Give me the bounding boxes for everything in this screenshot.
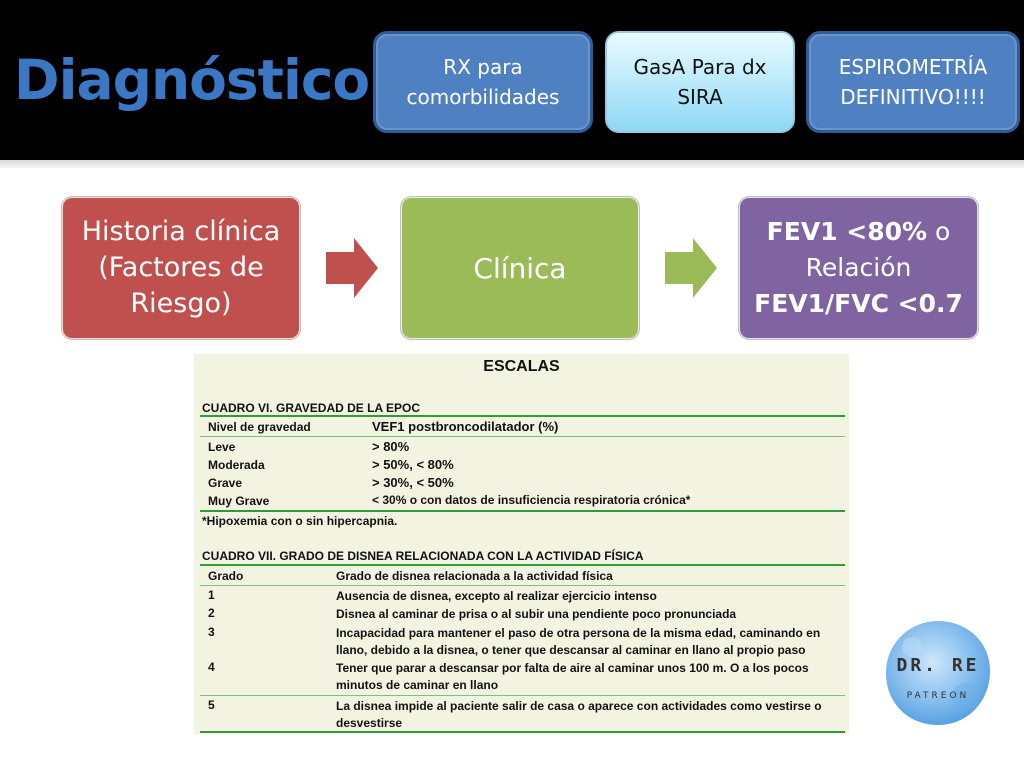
divider — [200, 510, 845, 512]
cuadro6-caption: CUADRO VI. GRAVEDAD DE LA EPOC — [202, 401, 421, 415]
cuadro7-row-3-desc: Incapacidad para mantener el paso de otra persona de la misma edad, caminando en llano, debido a la disnea, o tener que descansar al caminar en llano al propio paso — [336, 626, 821, 657]
flow-box-clinica — [401, 197, 639, 339]
cuadro7-row-1-grade: 1 — [208, 588, 215, 602]
cuadro6-row-3-level: Grave — [208, 476, 243, 490]
pill-rx-line2: comorbilidades — [406, 85, 560, 109]
cuadro7-row-3-grade: 3 — [208, 625, 215, 639]
fev1-bold3: FEV1/FVC <0.7 — [754, 289, 963, 318]
cuadro7-row-2-desc: Disnea al caminar de prisa o al subir una pendiente poco pronunciada — [336, 607, 737, 621]
cuadro6-row-4-level: Muy Grave — [208, 494, 270, 508]
cuadro7-row-1-desc: Ausencia de disnea, excepto al realizar ejercicio intenso — [336, 589, 657, 603]
cuadro6-row-3-value: > 30%, < 50% — [372, 475, 454, 490]
cuadro6-row-1-value: > 80% — [372, 439, 410, 454]
cuadro7-header-1: Grado — [208, 569, 244, 583]
divider — [200, 695, 845, 696]
pill-gasa — [605, 31, 795, 133]
cuadro7-row-2-grade: 2 — [208, 606, 215, 620]
clinica-label: Clínica — [473, 251, 567, 285]
pill-gasa-line2: SIRA — [677, 85, 723, 109]
cuadro6-row-1-level: Leve — [208, 440, 236, 454]
pill-rx-line1: RX para — [443, 55, 523, 79]
flow-box-fev1 — [739, 197, 978, 339]
arrow-right-icon — [326, 238, 378, 298]
cuadro6-row-2-value: > 50%, < 80% — [372, 457, 454, 472]
scales-table-image — [194, 354, 849, 734]
cuadro7-row-4-grade: 4 — [208, 660, 215, 674]
cuadro7-row-5-desc: La disnea impide al paciente salir de casa o aparece con actividades como vestirse o desvestirse — [336, 699, 822, 730]
scales-title: ESCALAS — [483, 358, 560, 375]
flow-box-historia — [62, 197, 300, 339]
page-title: Diagnóstico — [14, 48, 370, 112]
cuadro7-header-2: Grado de disnea relacionada a la actividad física — [336, 569, 613, 583]
historia-line1: Historia clínica — [81, 216, 281, 247]
divider — [200, 415, 845, 417]
cuadro7-row-5-grade: 5 — [208, 698, 215, 712]
cuadro6-header-2: VEF1 postbroncodilatador (%) — [372, 419, 559, 434]
historia-line3: Riesgo) — [130, 288, 232, 319]
logo-name: DR. RE — [896, 655, 980, 676]
divider — [200, 564, 845, 566]
fev1-line2: Relación — [805, 253, 912, 282]
pill-rx — [373, 31, 593, 133]
pill-gasa-line1: GasA Para dx — [633, 55, 767, 79]
header-divider — [0, 160, 1024, 168]
divider — [200, 731, 845, 733]
pill-espirometria-line1: ESPIROMETRÍA — [838, 55, 988, 79]
pill-espirometria-line2: DEFINITIVO!!!! — [840, 85, 986, 109]
divider — [200, 436, 845, 437]
fev1-bold1: FEV1 <80% — [766, 217, 928, 246]
cuadro6-note: *Hipoxemia con o sin hipercapnia. — [202, 514, 398, 528]
logo-sub: PATREON — [906, 691, 970, 701]
fev1-normal1: o — [927, 217, 951, 246]
cuadro6-header-1: Nivel de gravedad — [208, 420, 311, 434]
arrow-right-icon — [665, 238, 717, 298]
cuadro7-row-4-desc: Tener que parar a descansar por falta de aire al caminar unos 100 m. O a los pocos minutos de caminar en llano — [336, 661, 809, 692]
cuadro6-row-2-level: Moderada — [208, 458, 265, 472]
dr-re-logo — [882, 617, 994, 729]
divider — [200, 585, 845, 586]
cuadro6-row-4-value: < 30% o con datos de insuficiencia respiratoria crónica* — [372, 493, 691, 507]
pill-espirometria — [806, 31, 1020, 133]
cuadro7-caption: CUADRO VII. GRADO DE DISNEA RELACIONADA CON LA ACTIVIDAD FÍSICA — [202, 549, 644, 563]
historia-line2: (Factores de — [98, 252, 264, 283]
